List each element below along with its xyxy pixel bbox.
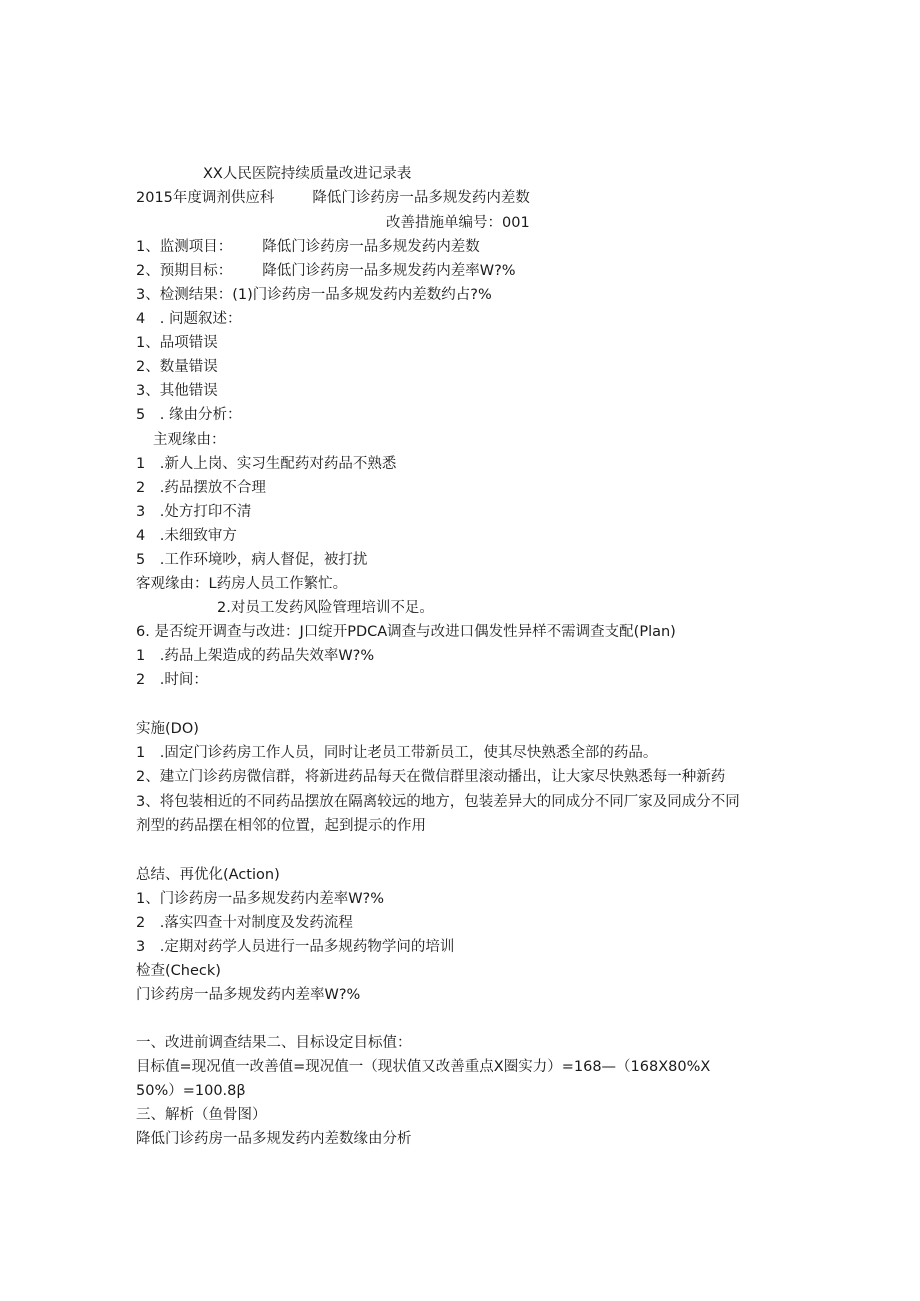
improvement-subject: 降低门诊药房一品多规发药内差数 <box>312 190 530 206</box>
subjective-cause-item: 4 .未细致审方 <box>136 528 237 544</box>
expected-target-value: 降低门诊药房一品多规发药内差率W?% <box>262 263 516 279</box>
problem-item: 1、品项错误 <box>136 335 218 351</box>
check-text: 门诊药房一品多规发药内差率W?% <box>136 987 361 1003</box>
plan-item: 2 .时间： <box>136 672 208 688</box>
subjective-cause-item: 3 .处方打印不清 <box>136 504 252 520</box>
problem-heading: 4 . 问题叙述： <box>136 311 242 327</box>
plan-item: 1 .药品上架造成的药品失效率W?% <box>136 648 375 664</box>
year-department: 2015年度调剂供应科 <box>136 190 275 206</box>
do-item: 3、将包装相近的不同药品摆放在隔离较远的地方，包装差异大的同成分不同厂家及同成分不同 <box>136 794 740 810</box>
plan-heading: 6. 是否绽开调查与改进：J口绽开PDCA调查与改进口偶发性异样不需调查支配(Plan) <box>136 624 676 640</box>
measure-number: 改善措施单编号：001 <box>386 215 530 231</box>
subjective-cause-heading: 主观缘由： <box>153 432 226 448</box>
monitoring-item-line <box>136 237 480 257</box>
objective-cause-1: 客观缘由：L药房人员工作繁忙。 <box>136 576 348 592</box>
do-item: 2、建立门诊药房微信群，将新进药品每天在微信群里滚动播出，让大家尽快熟悉每一种新药 <box>136 769 726 785</box>
monitoring-item-label: 1、监测项目： <box>136 239 233 255</box>
do-item: 剂型的药品摆在相邻的位置，起到提示的作用 <box>136 818 426 834</box>
check-heading: 检查(Check) <box>136 963 221 979</box>
target-formula-continued: 50%）=100.8β <box>136 1083 246 1099</box>
objective-cause-2: 2.对员工发药风险管理培训不足。 <box>217 600 434 616</box>
fishbone-heading: 三、解析（鱼骨图） <box>136 1107 267 1123</box>
detection-result: 3、检测结果：(1)门诊药房一品多规发药内差数约占?% <box>136 287 492 303</box>
action-item: 1、门诊药房一品多规发药内差率W?% <box>136 891 385 907</box>
problem-item: 2、数量错误 <box>136 359 218 375</box>
year-department-line <box>136 188 530 208</box>
target-formula: 目标值=现况值一改善值=现况值一（现状值又改善重点X圈实力）=168—（168X80%X <box>136 1059 711 1075</box>
subjective-cause-item: 5 .工作环境吵，病人督促，被打扰 <box>136 552 368 568</box>
do-heading: 实施(DO) <box>136 721 199 737</box>
subjective-cause-item: 1 .新人上岗、实习生配药对药品不熟悉 <box>136 456 397 472</box>
analysis-line: 一、改进前调查结果二、目标设定目标值： <box>136 1035 412 1051</box>
action-heading: 总结、再优化(Action) <box>136 867 280 883</box>
expected-target-label: 2、预期目标： <box>136 263 233 279</box>
expected-target-line <box>136 261 516 281</box>
do-item: 1 .固定门诊药房工作人员，同时让老员工带新员工，使其尽快熟悉全部的药品。 <box>136 745 658 761</box>
monitoring-item-value: 降低门诊药房一品多规发药内差数 <box>262 239 480 255</box>
subjective-cause-item: 2 .药品摆放不合理 <box>136 480 266 496</box>
document-title: XX人民医院持续质量改进记录表 <box>203 166 412 182</box>
problem-item: 3、其他错误 <box>136 383 218 399</box>
cause-heading: 5 . 缘由分析： <box>136 407 242 423</box>
cause-analysis-title: 降低门诊药房一品多规发药内差数缘由分析 <box>136 1131 412 1147</box>
action-item: 2 .落实四查十对制度及发药流程 <box>136 915 353 931</box>
action-item: 3 .定期对药学人员进行一品多规药物学问的培训 <box>136 939 455 955</box>
